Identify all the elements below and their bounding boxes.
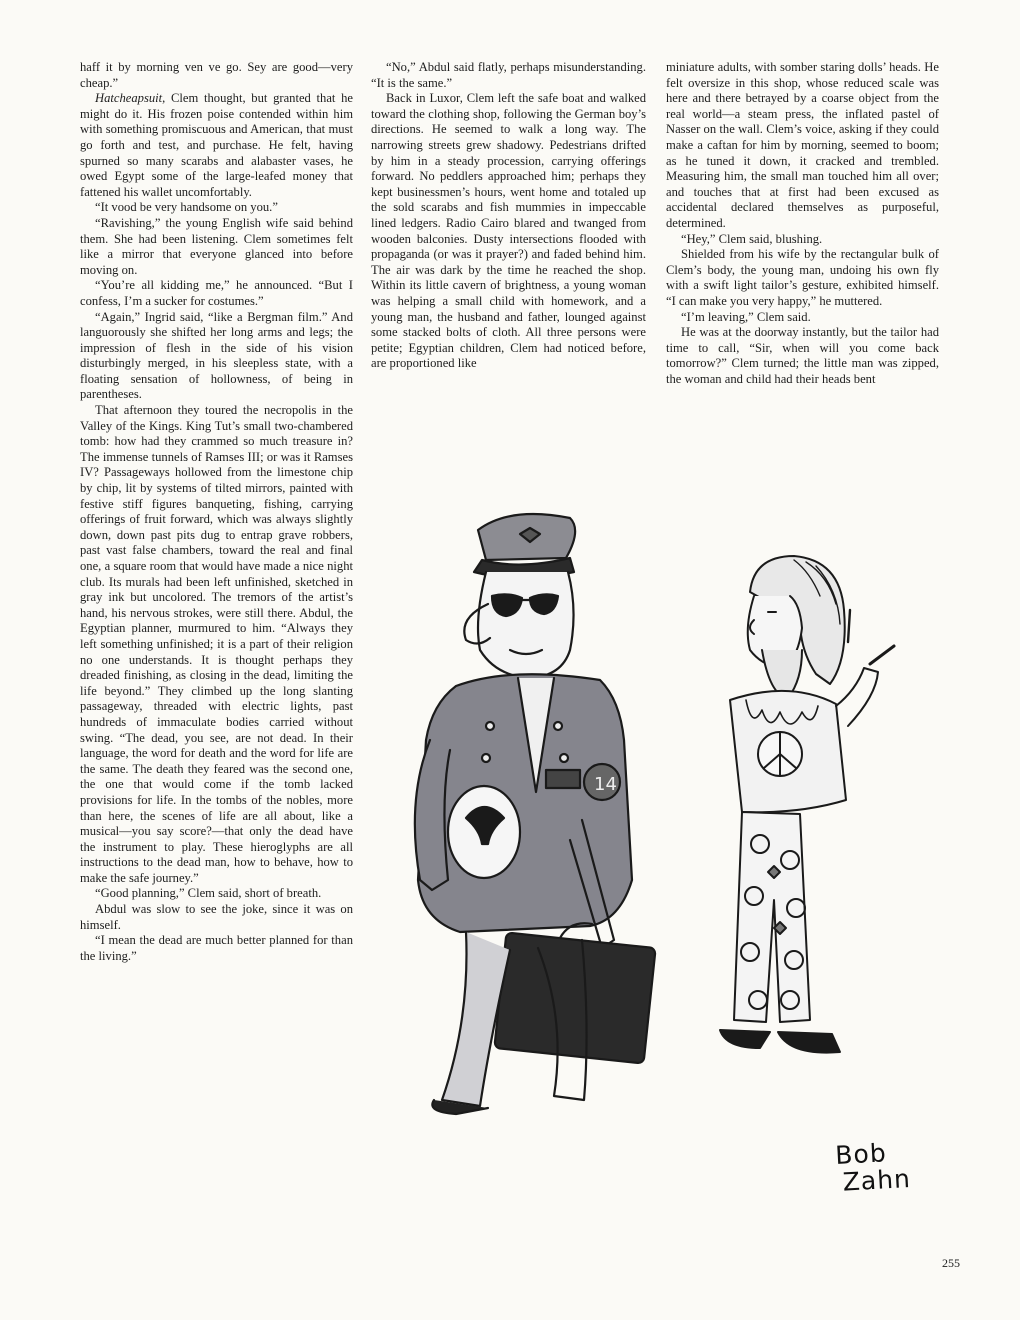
cartoon-illustration bbox=[370, 500, 950, 1120]
svg-text:14: 14 bbox=[594, 774, 617, 795]
paragraph: “I mean the dead are much better planned for than the living.” bbox=[80, 933, 353, 963]
paragraph: “I’m leaving,” Clem said. bbox=[681, 309, 811, 324]
artist-signature bbox=[835, 1138, 912, 1196]
paragraph: “You’re all kidding me,” he announced. “But I confess, I’m a sucker for costumes.” bbox=[80, 278, 353, 308]
paragraph: That afternoon they toured the necropolis in the Valley of the Kings. King Tut’s small two-chambered tomb: how had they crammed so much treasure in? The immense tunnels of Ramses III; or was it Ramses IV? Passageways hollowed from the limestone chip by chip, lit by systems of tilted mirrors, painted with festive stiff figures banqueting, fishing, carrying offerings of fruit forward, which was always slightly down, down past pits dug to entrap grave robbers, past vast false chambers, toward the real and final one, a square room that would have made a nice night club. Its murals had been left unfinished, sketched in gray ink but uncolored. The tremors of the artist’s hand, his nervous strokes, were still there. Abdul, the Egyptian planner, murmured to him. “Always they left something unfinished; it is a part of their religion no one understands. It is thought perhaps they dreaded finishing, as closing in the dead, limiting the life beyond.” They climbed up the long slanting passageway, threaded with electric lights, past hundreds of immaculate bodies carried without swing. “The dead, you see, are not dead. In their language, the word for death and the word for life are the same. The death they feared was the second one, the one that would come if the tomb lacked provisions for life. In the tombs of the nobles, more than here, the scenes of life are all about, like a musical—you say score?—that only the dead have the instrument to play. These hieroglyphs are all instructions to the dead man, how to behave, how to make the safe journey.” bbox=[80, 403, 353, 885]
general-figure bbox=[415, 514, 656, 1114]
text-column-left bbox=[80, 60, 353, 964]
paragraph: “It vood be very handsome on you.” bbox=[95, 200, 278, 215]
paragraph: Back in Luxor, Clem left the safe boat and walked toward the clothing shop, following the German boy’s directions. He seemed to walk a long way. The narrowing streets grew shadowy. Pedestrians drifted by him in a steady procession, carrying offerings forward. No peddlers approached him; perhaps they kept businessmen’s hours, went home and totaled up the sold scarabs and fish mummies in impeccable lined ledgers. Radio Cairo blared and twanged from wooden balconies. Dusty intersections flooded with propaganda (or was it prayer?) and faded behind him. The air was dark by the time he reached the shop. Within its little cavern of brightness, a young woman was helping a small child with homework, and a young man, the husband and father, lounged against some stacked bolts of cloth. All three persons were petite; Egyptian children, Clem had noticed before, are proportioned like bbox=[371, 91, 646, 371]
text-column-right bbox=[666, 60, 939, 387]
paragraph: haff it by morning ven ve go. Sey are good—very cheap.” bbox=[80, 60, 353, 90]
signature-first-name: Bob bbox=[834, 1138, 888, 1170]
paragraph: “Again,” Ingrid said, “like a Bergman film.” And languorously she shifted her long arms and legs; the impression of flesh in the side of his vision disturbingly merged, in his sleepless state, with a floating sensation of hollowness, of being in parentheses. bbox=[80, 309, 353, 402]
paragraph: He was at the doorway instantly, but the tailor had time to call, “Sir, when will you come back tomorrow?” Clem turned; the little man was zipped, the woman and child had their heads bent bbox=[666, 325, 939, 386]
paragraph: miniature adults, with somber staring dolls’ heads. He felt oversize in this shop, whose reduced scale was here and there betrayed by a coarse object from the real world—a steam press, the inflated pastel of Nasser on the wall. Clem’s voice, asking if they could make a caftan for him by morning, seemed to boom; as he tuned it down, it cracked and trembled. Measuring him, the small man touched him all over; and touches that at first had been excused as accidental declared themselves as purposeful, determined. bbox=[666, 60, 939, 230]
paragraph: “Ravishing,” the young English wife said behind them. She had been listening. Clem sometimes felt like a mirror that everyone glanced into before moving on. bbox=[80, 215, 353, 277]
paragraph: Hatcheapsuit, Clem thought, but granted that he might do it. His frozen poise contended within him with something promiscuous and American, that must go forth and test, and purchase. He felt, having spurned so many scarabs and alabaster vases, he owed Egypt some of the large-leafed money that fattened his wallet uncomfortably. bbox=[80, 91, 353, 199]
paragraph: Shielded from his wife by the rectangular bulk of Clem’s body, the young man, undoing his own fly with a swift light tailor’s gesture, exhibited himself. “I can make you very happy,” he muttered. bbox=[666, 247, 939, 308]
hippie-figure bbox=[720, 556, 894, 1053]
text-column-middle bbox=[371, 60, 646, 372]
signature-last-name: Zahn bbox=[841, 1164, 912, 1197]
paragraph: “Good planning,” Clem said, short of breath. bbox=[95, 886, 322, 901]
paragraph: “Hey,” Clem said, blushing. bbox=[681, 231, 823, 246]
paragraph: Abdul was slow to see the joke, since it was on himself. bbox=[80, 902, 353, 932]
page-number: 255 bbox=[942, 1256, 960, 1270]
paragraph: “No,” Abdul said flatly, perhaps misunderstanding. “It is the same.” bbox=[371, 60, 646, 90]
